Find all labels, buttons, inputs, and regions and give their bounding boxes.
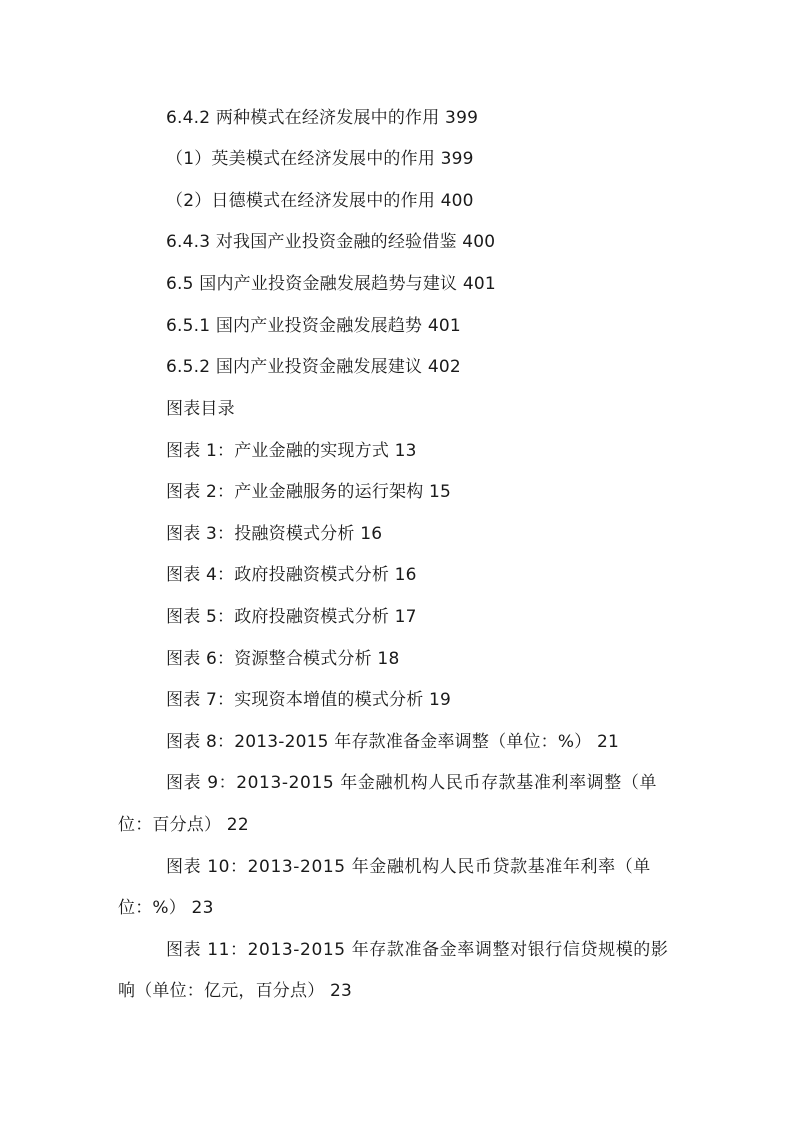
figure-entry-9: 图表 9：2013-2015 年金融机构人民币存款基准利率调整（单 bbox=[166, 773, 658, 793]
figure-entry-11: 图表 11：2013-2015 年存款准备金率调整对银行信贷规模的影 bbox=[166, 940, 669, 960]
toc-entry-6-5: 6.5 国内产业投资金融发展趋势与建议 401 bbox=[166, 274, 496, 294]
figure-entry-2: 图表 2：产业金融服务的运行架构 15 bbox=[166, 482, 452, 502]
figure-entry-11-continued: 响（单位：亿元，百分点） 23 bbox=[118, 981, 353, 1001]
figure-entry-9-continued: 位：百分点） 22 bbox=[118, 815, 249, 835]
figure-entry-6: 图表 6：资源整合模式分析 18 bbox=[166, 649, 400, 669]
figure-entry-7: 图表 7：实现资本增值的模式分析 19 bbox=[166, 690, 452, 710]
figure-list-heading: 图表目录 bbox=[166, 399, 235, 419]
toc-entry-6-4-2-2: （2）日德模式在经济发展中的作用 400 bbox=[166, 191, 474, 211]
toc-entry-6-4-3: 6.4.3 对我国产业投资金融的经验借鉴 400 bbox=[166, 232, 496, 252]
figure-entry-3: 图表 3：投融资模式分析 16 bbox=[166, 524, 383, 544]
figure-entry-4: 图表 4：政府投融资模式分析 16 bbox=[166, 565, 417, 585]
figure-entry-10: 图表 10：2013-2015 年金融机构人民币贷款基准年利率（单 bbox=[166, 857, 651, 877]
toc-entry-6-5-2: 6.5.2 国内产业投资金融发展建议 402 bbox=[166, 357, 461, 377]
figure-entry-1: 图表 1：产业金融的实现方式 13 bbox=[166, 441, 417, 461]
toc-entry-6-4-2: 6.4.2 两种模式在经济发展中的作用 399 bbox=[166, 108, 479, 128]
figure-entry-8: 图表 8：2013-2015 年存款准备金率调整（单位：%） 21 bbox=[166, 732, 620, 752]
figure-entry-10-continued: 位：%） 23 bbox=[118, 898, 214, 918]
toc-entry-6-5-1: 6.5.1 国内产业投资金融发展趋势 401 bbox=[166, 316, 461, 336]
figure-entry-5: 图表 5：政府投融资模式分析 17 bbox=[166, 607, 417, 627]
toc-entry-6-4-2-1: （1）英美模式在经济发展中的作用 399 bbox=[166, 149, 474, 169]
